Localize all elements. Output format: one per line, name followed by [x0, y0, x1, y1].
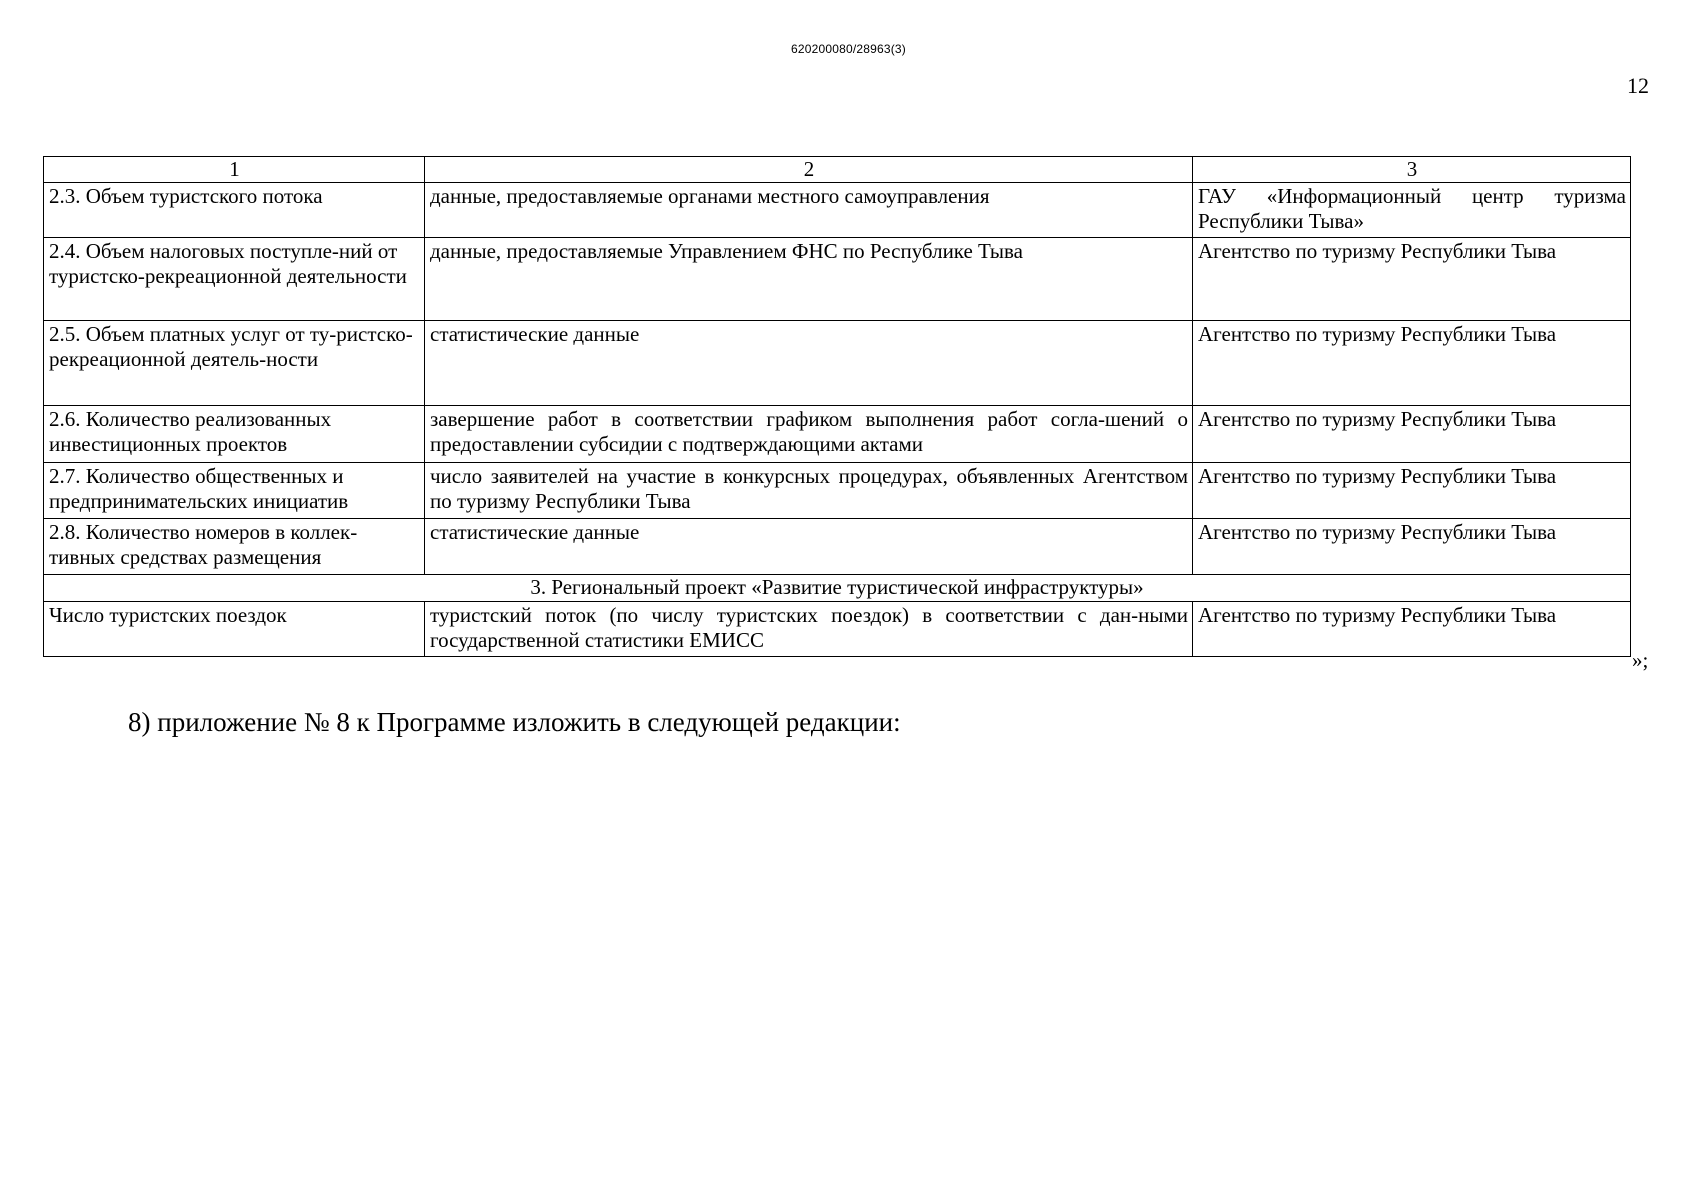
indicator-cell: 2.8. Количество номеров в коллек-тивных средствах размещения	[44, 519, 425, 575]
column-header-1: 1	[44, 157, 425, 183]
table-row	[44, 602, 1631, 657]
page-number: 12	[1627, 73, 1649, 98]
responsible-cell: Агентство по туризму Республики Тыва	[1193, 321, 1631, 406]
closing-quote-mark: »;	[1632, 648, 1649, 672]
source-cell: статистические данные	[425, 321, 1193, 406]
table-row	[44, 321, 1631, 406]
document-id: 620200080/28963(3)	[790, 42, 907, 56]
indicators-table	[43, 156, 1631, 657]
source-cell: завершение работ в соответствии графиком выполнения работ согла-шений о предоставлении субсидии с подтверждающими актами	[425, 406, 1193, 463]
table-row	[44, 406, 1631, 463]
table-row	[44, 519, 1631, 575]
indicator-cell: 2.5. Объем платных услуг от ту-ристско-рекреационной деятель-ности	[44, 321, 425, 406]
responsible-cell: Агентство по туризму Республики Тыва	[1193, 519, 1631, 575]
section-title: 3. Региональный проект «Развитие туристической инфраструктуры»	[44, 575, 1631, 602]
source-cell: число заявителей на участие в конкурсных процедурах, объявленных Агентством по туризму Республики Тыва	[425, 463, 1193, 519]
indicator-cell: Число туристских поездок	[44, 602, 425, 657]
table-header-row	[44, 157, 1631, 183]
source-cell: данные, предоставляемые органами местного самоуправления	[425, 183, 1193, 238]
source-cell: статистические данные	[425, 519, 1193, 575]
responsible-cell: Агентство по туризму Республики Тыва	[1193, 463, 1631, 519]
section-row	[44, 575, 1631, 602]
indicator-cell: 2.6. Количество реализованных инвестиционных проектов	[44, 406, 425, 463]
paragraph-text: 8) приложение № 8 к Программе изложить в следующей редакции:	[128, 707, 901, 737]
table-row	[44, 238, 1631, 321]
source-cell: туристский поток (по числу туристских поездок) в соответствии с дан-ными государственной статистики ЕМИСС	[425, 602, 1193, 657]
responsible-cell: ГАУ «Информационный центр туризма Республики Тыва»	[1193, 183, 1631, 238]
responsible-cell: Агентство по туризму Республики Тыва	[1193, 238, 1631, 321]
responsible-cell: Агентство по туризму Республики Тыва	[1193, 406, 1631, 463]
column-header-3: 3	[1193, 157, 1631, 183]
indicator-cell: 2.3. Объем туристского потока	[44, 183, 425, 238]
table-row	[44, 463, 1631, 519]
indicator-cell: 2.7. Количество общественных и предпринимательских инициатив	[44, 463, 425, 519]
column-header-2: 2	[425, 157, 1193, 183]
table-row	[44, 183, 1631, 238]
responsible-cell: Агентство по туризму Республики Тыва	[1193, 602, 1631, 657]
source-cell: данные, предоставляемые Управлением ФНС по Республике Тыва	[425, 238, 1193, 321]
indicator-cell: 2.4. Объем налоговых поступле-ний от туристско-рекреационной деятельности	[44, 238, 425, 321]
